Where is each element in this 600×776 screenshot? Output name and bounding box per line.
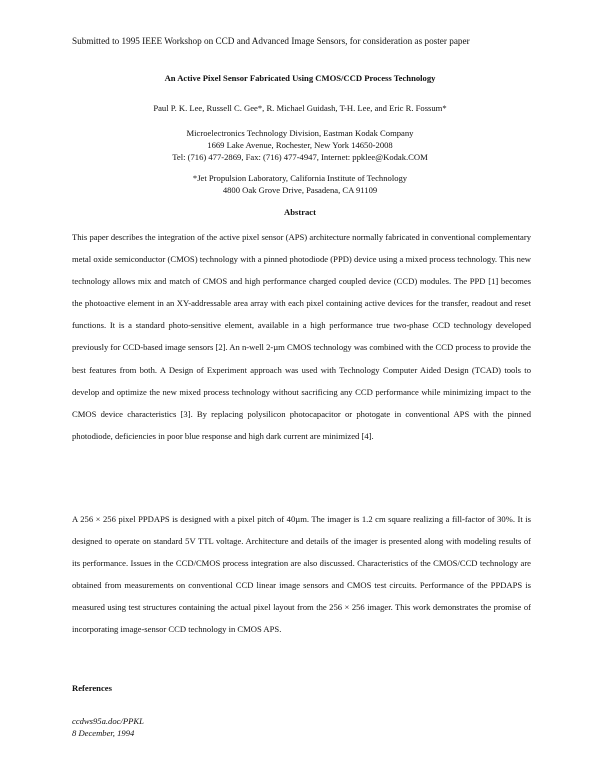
- abstract-paragraph-1: This paper describes the integration of the active pixel sensor (APS) architecture normally fabricated in conventional complementary metal oxide semiconductor (CMOS) technology with a pinned photodiode (PPD) device using a mixed process technology. This new technology allows mix and match of CMOS and high performance charged coupled device (CCD) modules. The PPD [1] becomes the photoactive element in an XY-addressable area array with each pixel containing active devices for the transfer, readout and reset functions. It is a standard photo-sensitive element, available in a high performance true two-phase CCD technology developed previously for CCD-based image sensors [2]. An n-well 2-µm CMOS technology was combined with the CCD process to provide the best features from both. A Design of Experiment approach was used with Technology Computer Aided Design (TCAD) tools to develop and optimize the new mixed process technology without sacrificing any CCD performance while minimizing impact to the CMOS device characteristics [3]. By replacing polysilicon photocapacitor or photogate in conventional APS with the pinned photodiode, deficiencies in poor blue response and high dark current are minimized [4].: [72, 232, 531, 441]
- document-footer: [72, 716, 144, 739]
- affiliation-jpl-line1: *Jet Propulsion Laboratory, California Institute of Technology: [192, 173, 408, 183]
- paper-title: An Active Pixel Sensor Fabricated Using CMOS/CCD Process Technology: [164, 73, 436, 83]
- affiliation-jpl: [0, 172, 600, 196]
- author-list: Paul P. K. Lee, Russell C. Gee*, R. Michael Guidash, T-H. Lee, and Eric R. Fossum*: [153, 103, 447, 113]
- affiliation-kodak: [0, 127, 600, 163]
- submission-note: Submitted to 1995 IEEE Workshop on CCD and Advanced Image Sensors, for consideration as poster paper: [72, 36, 470, 46]
- footer-filename: ccdws95a.doc/PPKL: [72, 716, 144, 726]
- footer-date: 8 December, 1994: [72, 727, 135, 738]
- affiliation-jpl-line2: 4800 Oak Grove Drive, Pasadena, CA 91109: [222, 185, 378, 195]
- abstract-paragraph-2: A 256 × 256 pixel PPDAPS is designed with a pixel pitch of 40µm. The imager is 1.2 cm square realizing a fill-factor of 30%. It is designed to operate on standard 5V TTL voltage. Architecture and details of the imager is presented along with modeling results of its performance. Issues in the CCD/CMOS process integration are also discussed. Characteristics of the CMOS/CCD technology are obtained from measurements on conventional CCD linear image sensors and CMOS test circuits. Performance of the PPDAPS is measured using test structures containing the actual pixel layout from the 256 × 256 imager. This work demonstrates the promise of incorporating image-sensor CCD technology in CMOS APS.: [72, 514, 531, 635]
- affiliation-kodak-line1: Microelectronics Technology Division, Eastman Kodak Company: [186, 128, 414, 138]
- affiliation-kodak-line2: 1669 Lake Avenue, Rochester, New York 14650-2008: [207, 140, 393, 150]
- references-heading: References: [72, 683, 112, 693]
- affiliation-kodak-line3: Tel: (716) 477-2869, Fax: (716) 477-4947, Internet: ppklee@Kodak.COM: [172, 152, 428, 162]
- abstract-heading: Abstract: [284, 207, 316, 217]
